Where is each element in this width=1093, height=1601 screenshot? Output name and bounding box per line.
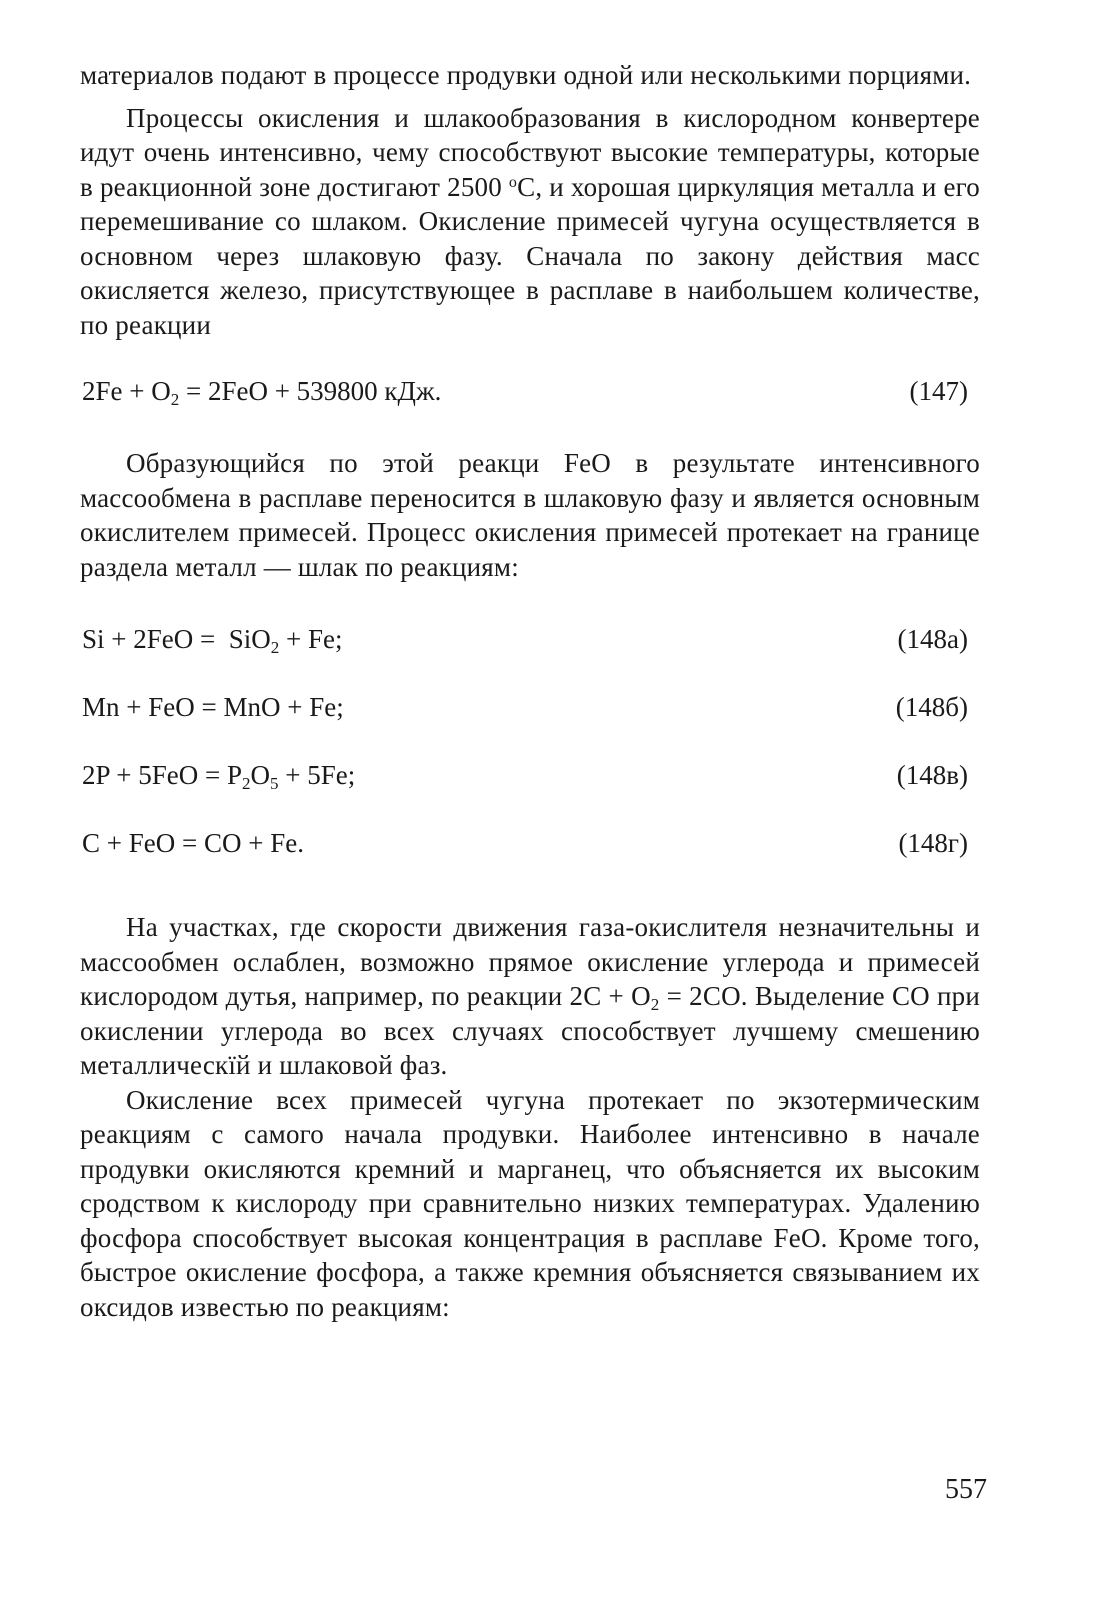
paragraph-oxidation-processes [80, 101, 980, 343]
paragraph-text: На участках, где скорости движения газа-окислителя незначительны и массообмен ослаблен, возможно прямое окисление углерода и примесей кислородом дутья, например, по реакции 2C + O [80, 912, 980, 1011]
equation-formula [82, 758, 355, 792]
equation-148g [80, 826, 980, 860]
equation-148v [80, 758, 980, 792]
formula-part: + Fe; [279, 624, 343, 654]
formula-part: 2Fe + O [82, 376, 171, 406]
paragraph-text: = 2CO. Выделение CO при окислении углерода во всех случаях способствует лучшему смешению металлическїй и шлаковой фаз. [80, 981, 980, 1080]
equation-148b [80, 690, 980, 724]
paragraph-direct-oxidation [80, 910, 980, 1083]
formula-part: + 5Fe; [278, 760, 356, 790]
formula-subscript: 2 [170, 390, 180, 409]
equation-147 [80, 374, 980, 408]
paragraph-continued [80, 58, 980, 93]
formula-part: Mn + FeO = MnO + Fe; [82, 692, 344, 722]
paragraph-text: Окисление всех примесей чугуна протекает по экзотермическим реакциям с самого начала продувки. Наиболее интенсивно в начале продувки окисляются кремний и марганец, что объясняется их высоким сродством к кислороду при сравнительно низких температурах. Удалению фосфора способствует высокая концентрация в расплаве FeO. Кроме того, быстрое окисление фосфора, а также кремния объясняется связыванием их оксидов известью по реакциям: [80, 1084, 980, 1322]
formula-part: = 2FeO + 539800 кДж. [179, 376, 442, 406]
paragraph-text: Процессы окисления и шлакообразования в кислородном конвертере идут очень интенсивно, чему способствуют высокие температуры, которые в реакционной зоне достигают 2500 [80, 102, 980, 202]
paragraph-feo-transfer [80, 446, 980, 584]
formula-subscript: 2 [650, 995, 660, 1014]
equation-number: (148б) [895, 692, 968, 722]
page-body [80, 58, 980, 1324]
formula-part: O [250, 760, 270, 790]
equation-formula [82, 690, 344, 724]
paragraph-text: С, и хорошая циркуляция металла и его перемешивание со шлаком. Окисление примесей чугуна осуществляется в основном через шлаковую фазу. Сначала по закону действия масс окисляется железо, присутствующее в расплаве в наибольшем количестве, по реакции [80, 171, 980, 340]
equation-number: (147) [909, 376, 968, 406]
equation-formula [82, 622, 342, 656]
equation-number: (148в) [896, 760, 968, 790]
equation-number: (148г) [898, 828, 968, 858]
formula-part: C + FeO = CO + Fe. [82, 828, 304, 858]
degree-sign: о [508, 173, 518, 191]
equation-formula [82, 826, 304, 860]
formula-subscript: 2 [241, 774, 251, 793]
paragraph-text: Образующийся по этой реакци FeO в результате интенсивного массообмена в расплаве переносится в шлаковую фазу и является основным окислителем примесей. Процесс окисления примесей протекает на границе раздела металл — шлак по реакциям: [80, 448, 980, 582]
equation-148a [80, 622, 980, 656]
equation-number: (148а) [897, 624, 968, 654]
formula-part: Si + 2FeO = SiO [82, 624, 271, 654]
paragraph-exothermic-reactions [80, 1083, 980, 1325]
paragraph-text: материалов подают в процессе продувки одной или несколькими порциями. [80, 60, 972, 90]
formula-part: 2P + 5FeO = P [82, 760, 242, 790]
formula-subscript: 5 [269, 774, 279, 793]
page-number: 557 [945, 1474, 987, 1505]
equation-formula [82, 374, 441, 408]
formula-subscript: 2 [270, 638, 280, 657]
